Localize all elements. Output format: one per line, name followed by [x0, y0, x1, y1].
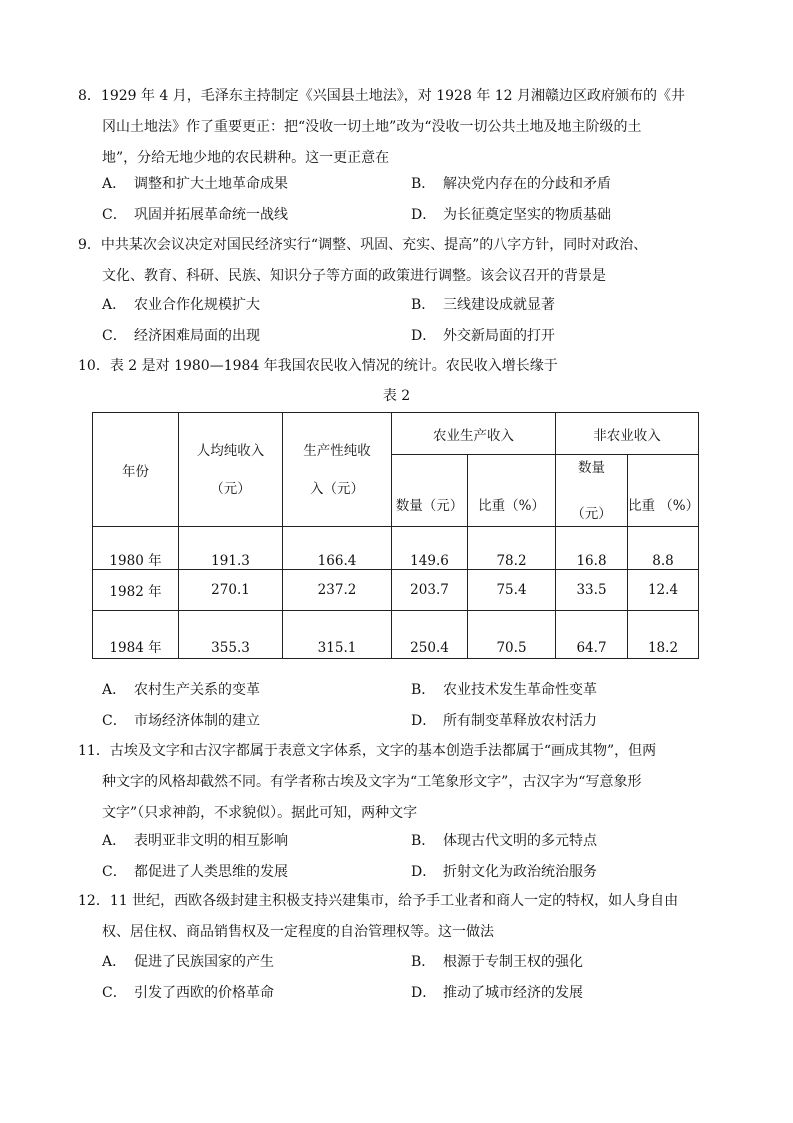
option-c[interactable]: C． 都促进了人类思维的发展 — [102, 864, 288, 880]
question-11-options — [102, 826, 722, 888]
header-productive-income: 生产性纯收 入（元） — [283, 413, 392, 527]
option-d[interactable]: D． 所有制变革释放农村活力 — [411, 713, 597, 729]
header-agri-amount: 数量（元） — [392, 455, 468, 527]
question-8 — [78, 81, 728, 174]
question-11 — [78, 736, 728, 829]
cell-per-capita: 355.3 — [179, 611, 283, 659]
option-c[interactable]: C． 市场经济体制的建立 — [102, 713, 260, 729]
question-10-line-1: 10．表 2 是对 1980—1984 年我国农民收入情况的统计。农民收入增长缘于 — [78, 358, 558, 374]
cell-nonagri-amount: 64.7 — [556, 611, 628, 659]
question-9-options — [102, 290, 722, 352]
cell-per-capita: 191.3 — [179, 527, 283, 570]
option-b[interactable]: B． 三线建设成就显著 — [411, 297, 555, 313]
cell-productive: 237.2 — [283, 570, 392, 611]
option-d[interactable]: D． 推动了城市经济的发展 — [411, 985, 583, 1001]
cell-nonagri-share: 8.8 — [628, 527, 699, 570]
question-11-line-3: 文字”（只求神韵，不求貌似）。据此可知，两种文字 — [102, 805, 418, 821]
question-10 — [78, 351, 728, 382]
option-d[interactable]: D． 折射文化为政治统治服务 — [411, 864, 597, 880]
option-a[interactable]: A． 促进了民族国家的产生 — [102, 954, 274, 970]
cell-nonagri-amount: 16.8 — [556, 527, 628, 570]
option-c[interactable]: C． 引发了西欧的价格革命 — [102, 985, 274, 1001]
option-a[interactable]: A． 表明亚非文明的相互影响 — [102, 833, 288, 849]
income-table — [92, 412, 699, 659]
question-12-line-2: 权、居住权、商品销售权及一定程度的自治管理权等。这一做法 — [102, 924, 494, 940]
question-11-line-1: 11．古埃及文字和古汉字都属于表意文字体系，文字的基本创造手法都属于“画成其物”，但两 — [78, 743, 657, 759]
option-b[interactable]: B． 解决党内存在的分歧和矛盾 — [411, 176, 611, 192]
cell-agri-amount: 203.7 — [392, 570, 468, 611]
cell-nonagri-amount: 33.5 — [556, 570, 628, 611]
question-8-options — [102, 169, 722, 231]
option-b[interactable]: B． 体现古代文明的多元特点 — [411, 833, 597, 849]
header-per-capita: 人均纯收入 （元） — [179, 413, 283, 527]
cell-year: 1980 年 — [93, 527, 179, 570]
table-caption: 表 2 — [382, 388, 411, 404]
cell-per-capita: 270.1 — [179, 570, 283, 611]
question-12-line-1: 12．11 世纪，西欧各级封建主积极支持兴建集市，给予手工业者和商人一定的特权，如人身自由 — [78, 893, 679, 909]
cell-agri-share: 70.5 — [468, 611, 556, 659]
table-row — [93, 570, 699, 611]
question-9 — [78, 230, 728, 292]
cell-agri-amount: 149.6 — [392, 527, 468, 570]
option-d[interactable]: D． 为长征奠定坚实的物质基础 — [411, 207, 611, 223]
question-12 — [78, 886, 728, 948]
cell-agri-amount: 250.4 — [392, 611, 468, 659]
question-10-options — [102, 675, 722, 737]
option-b[interactable]: B． 农业技术发生革命性变革 — [411, 682, 597, 698]
question-12-options — [102, 947, 722, 1009]
cell-year: 1982 年 — [93, 570, 179, 611]
question-8-line-2: 冈山土地法》作了重要更正：把“没收一切土地”改为“没收一切公共土地及地主阶级的土 — [102, 119, 642, 135]
question-11-line-2: 种文字的风格却截然不同。有学者称古埃及文字为“工笔象形文字”，古汉字为“写意象形 — [102, 774, 642, 790]
header-nonagri-amount: 数量 （元） — [556, 455, 628, 527]
question-9-line-1: 9．中共某次会议决定对国民经济实行“调整、巩固、充实、提高”的八字方针，同时对政治、 — [78, 237, 648, 253]
cell-agri-share: 78.2 — [468, 527, 556, 570]
header-agri-income: 农业生产收入 — [392, 413, 556, 455]
question-8-line-3: 地”，分给无地少地的农民耕种。这一更正意在 — [102, 150, 390, 166]
question-9-line-2: 文化、教育、科研、民族、知识分子等方面的政策进行调整。该会议召开的背景是 — [102, 268, 606, 284]
cell-nonagri-share: 12.4 — [628, 570, 699, 611]
cell-year: 1984 年 — [93, 611, 179, 659]
question-8-line-1: 8．1929 年 4 月，毛泽东主持制定《兴国县土地法》，对 1928 年 12 月湘赣边区政府颁布的《井 — [78, 88, 686, 104]
cell-nonagri-share: 18.2 — [628, 611, 699, 659]
option-a[interactable]: A． 农村生产关系的变革 — [102, 682, 260, 698]
option-a[interactable]: A． 农业合作化规模扩大 — [102, 297, 260, 313]
option-b[interactable]: B． 根源于专制王权的强化 — [411, 954, 583, 970]
cell-productive: 166.4 — [283, 527, 392, 570]
table-row — [93, 527, 699, 570]
option-c[interactable]: C． 巩固并拓展革命统一战线 — [102, 207, 288, 223]
cell-agri-share: 75.4 — [468, 570, 556, 611]
header-nonagri-share: 比重 （%） — [628, 455, 699, 527]
header-nonagri-income: 非农业收入 — [556, 413, 699, 455]
cell-productive: 315.1 — [283, 611, 392, 659]
option-a[interactable]: A． 调整和扩大土地革命成果 — [102, 176, 288, 192]
option-d[interactable]: D． 外交新局面的打开 — [411, 328, 555, 344]
option-c[interactable]: C． 经济困难局面的出现 — [102, 328, 260, 344]
header-year: 年份 — [93, 413, 179, 527]
header-agri-share: 比重（%） — [468, 455, 556, 527]
table-row — [93, 611, 699, 659]
